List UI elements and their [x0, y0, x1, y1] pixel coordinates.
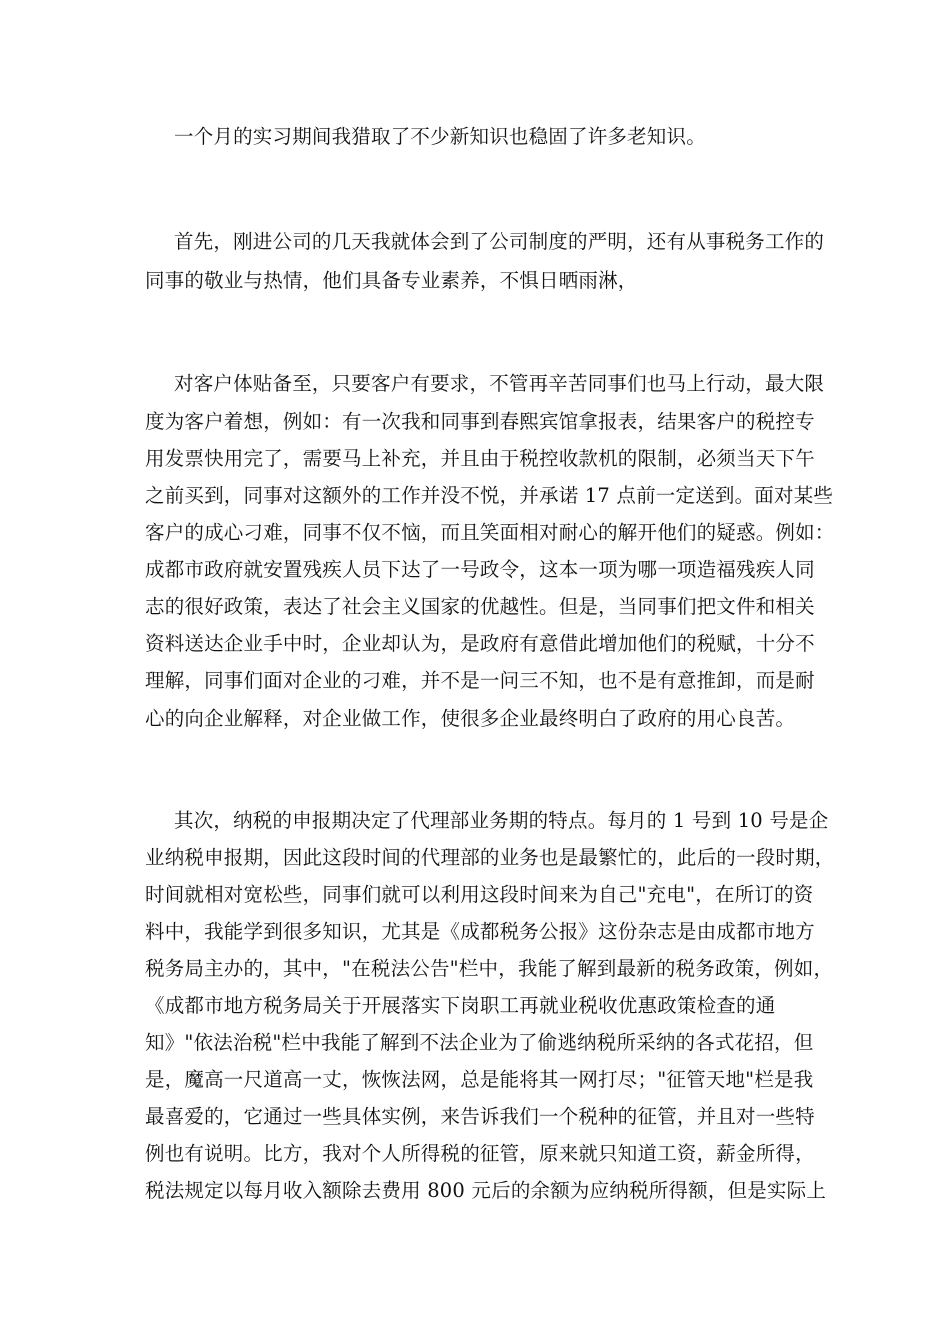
paragraph-3-line-6: 成都市政府就安置残疾人员下达了一号政令，这本一项为哪一项造福残疾人同 — [145, 558, 815, 581]
paragraph-2-line-2: 同事的敬业与热情，他们具备专业素养，不惧日晒雨淋， — [145, 269, 638, 292]
paragraph-1-line-1: 一个月的实习期间我猎取了不少新知识也稳固了许多老知识。 — [174, 125, 706, 148]
paragraph-4-line-4: 料中，我能学到很多知识，尤其是《成都税务公报》这份杂志是由成都市地方 — [145, 920, 815, 943]
paragraph-3-line-4: 之前买到，同事对这额外的工作并没不悦，并承诺 17 点前一定送到。面对某些 — [145, 484, 834, 507]
paragraph-3-line-3: 用发票快用完了，需要马上补充，并且由于税控收款机的限制，必须当天下午 — [145, 447, 815, 470]
paragraph-4-line-5: 税务局主办的，其中，"在税法公告"栏中，我能了解到最新的税务政策，例如， — [145, 957, 834, 980]
paragraph-4-line-9: 最喜爱的，它通过一些具体实例，来告诉我们一个税种的征管，并且对一些特 — [145, 1105, 815, 1128]
paragraph-3-line-1: 对客户体贴备至，只要客户有要求，不管再辛苦同事们也马上行动，最大限 — [174, 372, 825, 395]
paragraph-4-line-1: 其次，纳税的申报期决定了代理部业务期的特点。每月的 1 号到 10 号是企 — [174, 809, 829, 832]
paragraph-4-line-7: 知》"依法治税"栏中我能了解到不法企业为了偷逃纳税所采纳的各式花招，但 — [145, 1031, 814, 1054]
paragraph-3-line-2: 度为客户着想，例如：有一次我和同事到春熙宾馆拿报表，结果客户的税控专 — [145, 410, 815, 433]
paragraph-4-line-10: 例也有说明。比方，我对个人所得税的征管，原来就只知道工资，薪金所得， — [145, 1142, 815, 1165]
paragraph-4-line-2: 业纳税申报期，因此这段时间的代理部的业务也是最繁忙的，此后的一段时期， — [145, 846, 835, 869]
paragraph-4-line-11: 税法规定以每月收入额除去费用 800 元后的余额为应纳税所得额，但是实际上 — [145, 1179, 827, 1202]
paragraph-2-line-1: 首先，刚进公司的几天我就体会到了公司制度的严明，还有从事税务工作的 — [174, 230, 825, 253]
paragraph-3-line-8: 资料送达企业手中时，企业却认为，是政府有意借此增加他们的税赋，十分不 — [145, 632, 815, 655]
paragraph-3-line-9: 理解，同事们面对企业的刁难，并不是一问三不知，也不是有意推卸，而是耐 — [145, 669, 815, 692]
paragraph-4-line-3: 时间就相对宽松些，同事们就可以利用这段时间来为自己"充电"，在所订的资 — [145, 883, 814, 906]
paragraph-3-line-7: 志的很好政策，表达了社会主义国家的优越性。但是，当同事们把文件和相关 — [145, 595, 815, 618]
paragraph-3-line-10: 心的向企业解释，对企业做工作，使很多企业最终明白了政府的用心良苦。 — [145, 707, 796, 730]
paragraph-4-line-6: 《成都市地方税务局关于开展落实下岗职工再就业税收优惠政策检查的通 — [145, 994, 776, 1017]
paragraph-4-line-8: 是，魔高一尺道高一丈，恢恢法网，总是能将其一网打尽；"征管天地"栏是我 — [145, 1068, 814, 1091]
paragraph-3-line-5: 客户的成心刁难，同事不仅不恼，而且笑面相对耐心的解开他们的疑惑。例如： — [145, 521, 835, 544]
